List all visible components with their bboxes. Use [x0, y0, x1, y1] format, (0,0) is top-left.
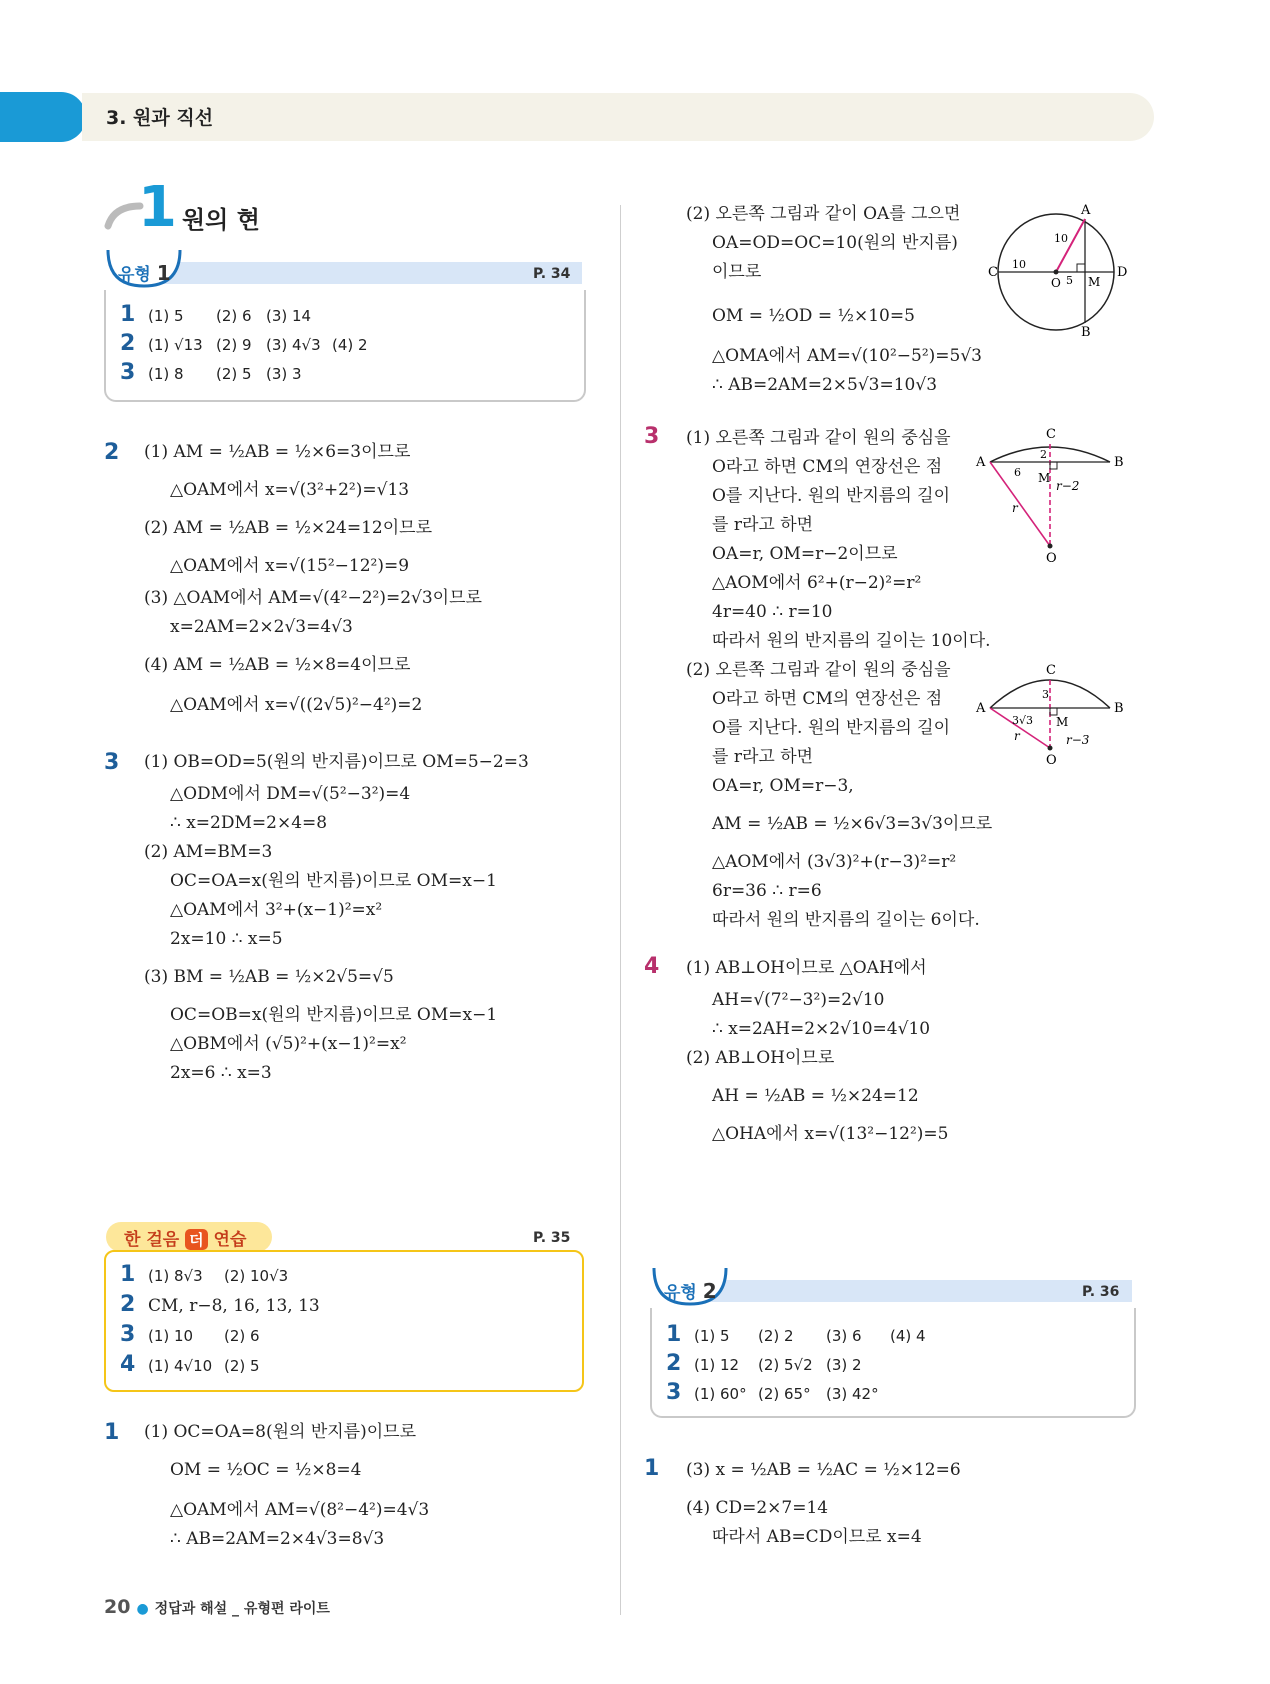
- right-problem-4-number: 4: [644, 954, 660, 979]
- right2-problem-1-number: 1: [644, 1456, 660, 1481]
- fig3-label-33: 3√3: [1012, 714, 1034, 727]
- type1-badge: 유형 1: [118, 261, 171, 285]
- left-problem-3-number: 3: [104, 750, 120, 775]
- fig3-label-3: 3: [1042, 688, 1049, 701]
- fig2-label-2: 2: [1040, 448, 1047, 461]
- fig2-label-b: B: [1114, 455, 1124, 470]
- right-problem-3-number: 3: [644, 424, 660, 449]
- column-divider: [620, 205, 621, 1615]
- section-number: 1: [138, 175, 177, 240]
- fig1-label-10b: 10: [1054, 232, 1068, 245]
- type2-answers: 1 (1) 5 (2) 2 (3) 6 (4) 4 2 (1) 12 (2) 5√2 (3) 2 3 (1) 60° (2) 65° (3) 42°: [666, 1322, 926, 1405]
- fig3-label-r: r: [1014, 729, 1020, 743]
- header-accent: [0, 92, 86, 142]
- fig3-label-a: A: [976, 701, 986, 716]
- fig1-label-10a: 10: [1012, 258, 1026, 271]
- fig1-label-d: D: [1117, 265, 1128, 280]
- footer-dot-icon: ●: [136, 1601, 149, 1617]
- fig2-label-a: A: [976, 455, 986, 470]
- practice-answers: 1 (1) 8√3 (2) 10√3 2 CM, r−8, 16, 13, 13 3 (1) 10 (2) 6 4 (1) 4√10 (2) 5: [120, 1262, 320, 1377]
- fig3-label-b: B: [1114, 701, 1124, 716]
- fig3-right-angle: [1050, 708, 1057, 715]
- practice-page: P. 35: [533, 1230, 571, 1246]
- footer-page-number: 20: [104, 1596, 131, 1618]
- type2-bar: [700, 1280, 1132, 1302]
- right-problem-4: (1) AB⊥OH이므로 △OAH에서 AH=√(7²−3²)=2√10 ∴ x=2AH=2×2√10=4√10 (2) AB⊥OH이므로 AH = ½AB = ½×24=12 △OHA에서 x=√(13²−12²)=5: [686, 958, 949, 1144]
- header-bar: [82, 93, 1154, 141]
- fig1-right-angle: [1077, 264, 1085, 272]
- fig2-label-6: 6: [1014, 466, 1021, 479]
- fig3-label-o: O: [1046, 753, 1057, 768]
- fig1-label-o: O: [1051, 276, 1061, 290]
- left2-problem-1-number: 1: [104, 1420, 120, 1445]
- fig2-label-o: O: [1046, 551, 1057, 566]
- fig3-label-r3: r−3: [1066, 733, 1090, 747]
- section-title: 원의 현: [182, 206, 260, 234]
- type1-bar: [152, 262, 582, 284]
- type2-page: P. 36: [1082, 1284, 1120, 1300]
- fig1-label-5: 5: [1066, 274, 1073, 287]
- figure-arc-2: [976, 660, 1126, 770]
- fig1-label-a: A: [1081, 203, 1091, 218]
- fig2-label-m: M: [1038, 471, 1051, 485]
- footer: [104, 1596, 330, 1618]
- fig3-center-dot: [1048, 746, 1053, 751]
- fig1-label-c: C: [988, 265, 998, 280]
- fig2-right-angle: [1050, 462, 1057, 469]
- left-problem-2: (1) AM = ½AB = ½×6=3이므로 △OAM에서 x=√(3²+2²)=√13 (2) AM = ½AB = ½×24=12이므로 △OAM에서 x=√(15²−12²)=9 (3) △OAM에서 AM=√(4²−2²)=2√3이므로 x=2AM=2×2√3=4√3 (4) AM = ½AB = ½×8=4이므로 △OAM에서 x=√((2√5)²−4²)=2: [144, 442, 482, 715]
- fig1-label-m: M: [1088, 275, 1101, 289]
- fig2-label-r: r: [1012, 501, 1018, 515]
- left-problem-3: (1) OB=OD=5(원의 반지름)이므로 OM=5−2=3 △ODM에서 DM=√(5²−3²)=4 ∴ x=2DM=2×4=8 (2) AM=BM=3 OC=OA=x(원의 반지름)이므로 OM=x−1 △OAM에서 3²+(x−1)²=x² 2x=10 ∴ x=5 (3) BM = ½AB = ½×2√5=√5 OC=OB=x(원의 반지름)이므로 OM=x−1 △OBM에서 (√5)²+(x−1)²=x² 2x=6 ∴ x=3: [144, 752, 529, 1083]
- right-problem-3: (1) 오른쪽 그림과 같이 원의 중심을 O라고 하면 CM의 연장선은 점 O를 지난다. 원의 반지름의 길이 를 r라고 하면 OA=r, OM=r−2이므로 △AOM에서 6²+(r−2)²=r² 4r=40 ∴ r=10 따라서 원의 반지름의 길이는 10이다. (2) 오른쪽 그림과 같이 원의 중심을 O라고 하면 CM의 연장선은 점 O를 지난다. 원의 반지름의 길이 를 r라고 하면 OA=r, OM=r−3, AM = ½AB = ½×6√3=3√3이므로 △AOM에서 (3√3)²+(r−3)²=r² 6r=36 ∴ r=6 따라서 원의 반지름의 길이는 6이다.: [686, 428, 993, 930]
- fig1-center-dot: [1054, 270, 1059, 275]
- right2-problem-1: (3) x = ½AB = ½AC = ½×12=6 (4) CD=2×7=14 따라서 AB=CD이므로 x=4: [686, 1460, 961, 1547]
- type2-badge: 유형 2: [664, 1279, 717, 1303]
- footer-text: 정답과 해설 _ 유형편 라이트: [154, 1601, 330, 1617]
- fig2-label-c: C: [1046, 427, 1056, 442]
- fig1-label-b: B: [1081, 325, 1091, 340]
- figure-arc-1: [976, 426, 1126, 566]
- right-problem-2-part2: (2) 오른쪽 그림과 같이 OA를 그으면 OA=OD=OC=10(원의 반지름) 이므로 OM = ½OD = ½×10=5 △OMA에서 AM=√(10²−5²)=5√3 ∴ AB=2AM=2×5√3=10√3: [686, 204, 982, 395]
- fig2-center-dot: [1048, 544, 1053, 549]
- left2-problem-1: (1) OC=OA=8(원의 반지름)이므로 OM = ½OC = ½×8=4 △OAM에서 AM=√(8²−4²)=4√3 ∴ AB=2AM=2×4√3=8√3: [144, 1422, 430, 1549]
- page-title: 3. 원과 직선: [106, 107, 214, 129]
- practice-title: 한 걸음 더 연습: [124, 1230, 247, 1250]
- fig3-label-m: M: [1056, 715, 1069, 729]
- figure-circle-chords: [990, 202, 1130, 342]
- fig3-label-c: C: [1046, 663, 1056, 678]
- type1-page: P. 34: [533, 266, 571, 282]
- type1-answers: 1 (1) 5 (2) 6 (3) 14 2 (1) √13 (2) 9 (3) 4√3 (4) 2 3 (1) 8 (2) 5 (3) 3: [120, 302, 368, 385]
- practice-more-badge: 더: [185, 1229, 208, 1250]
- fig2-label-r2: r−2: [1056, 479, 1080, 493]
- left-problem-2-number: 2: [104, 440, 120, 465]
